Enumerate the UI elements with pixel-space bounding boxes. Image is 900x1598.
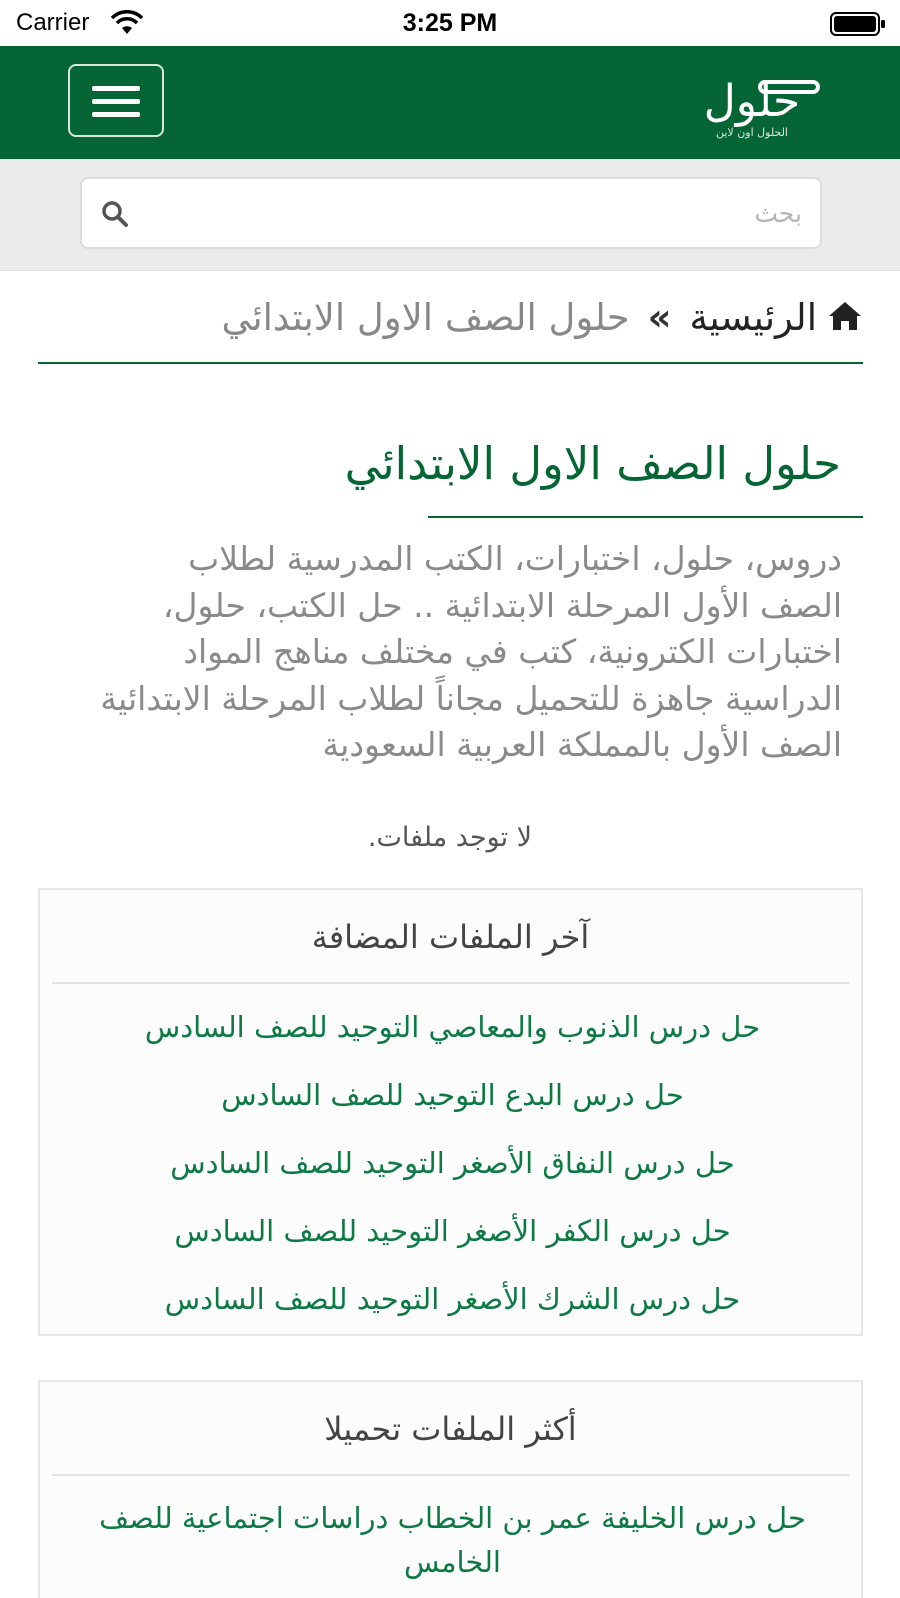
popular-files-panel [38,1380,863,1598]
breadcrumb-home-link[interactable]: الرئيسية [689,296,817,339]
svg-text:الحلول اون لاين: الحلول اون لاين [716,126,788,139]
latest-files-panel [38,888,863,1336]
file-link[interactable]: حل درس الكفر الأصغر التوحيد للصف السادس [174,1214,731,1248]
app-header [0,46,900,159]
status-time: 3:25 PM [402,9,498,37]
hamburger-line [92,99,140,104]
breadcrumb [38,290,863,364]
page-description: دروس، حلول، اختبارات، الكتب المدرسية لطلاب الصف الأول المرحلة الابتدائية .. حل الكتب، حلول، اختبارات الكترونية، كتب في مختلف مناهج المواد الدراسية جاهزة للتحميل مجاناً لطلاب المرحلة الابتدائية الصف الأول بالمملكة العربية السعودية [100,539,842,764]
file-link[interactable]: حل درس الشرك الأصغر التوحيد للصف السادس [164,1282,741,1316]
search-box [80,177,822,249]
svg-text:حلول: حلول [703,76,801,127]
search-bar [0,159,900,271]
search-input[interactable] [142,179,802,247]
hamburger-icon [92,86,140,91]
page-title: حلول الصف الاول الابتدائي [344,437,841,490]
panel-title: أكثر الملفات تحميلا [52,1382,849,1476]
status-bar [0,0,900,46]
file-link[interactable]: حل درس النفاق الأصغر التوحيد للصف السادس [170,1146,735,1180]
breadcrumb-current: حلول الصف الاول الابتدائي [221,296,630,339]
hamburger-line [92,112,140,117]
page-title-section [344,432,863,518]
search-icon[interactable] [100,199,130,229]
menu-button[interactable] [68,64,164,137]
file-link[interactable]: حل درس البدع التوحيد للصف السادس [221,1078,684,1112]
breadcrumb-separator: » [647,296,672,339]
carrier-label: Carrier [16,9,90,36]
file-link[interactable]: حل درس الذنوب والمعاصي التوحيد للصف السادس [144,1010,761,1044]
no-files-message: لا توجد ملفات. [367,822,533,853]
panel-title: آخر الملفات المضافة [52,890,849,984]
home-icon[interactable] [827,298,863,334]
file-link[interactable]: حل درس الخليفة عمر بن الخطاب دراسات اجتماعية للصف الخامس [99,1501,806,1579]
site-logo[interactable] [660,64,830,144]
battery-icon [830,11,886,37]
